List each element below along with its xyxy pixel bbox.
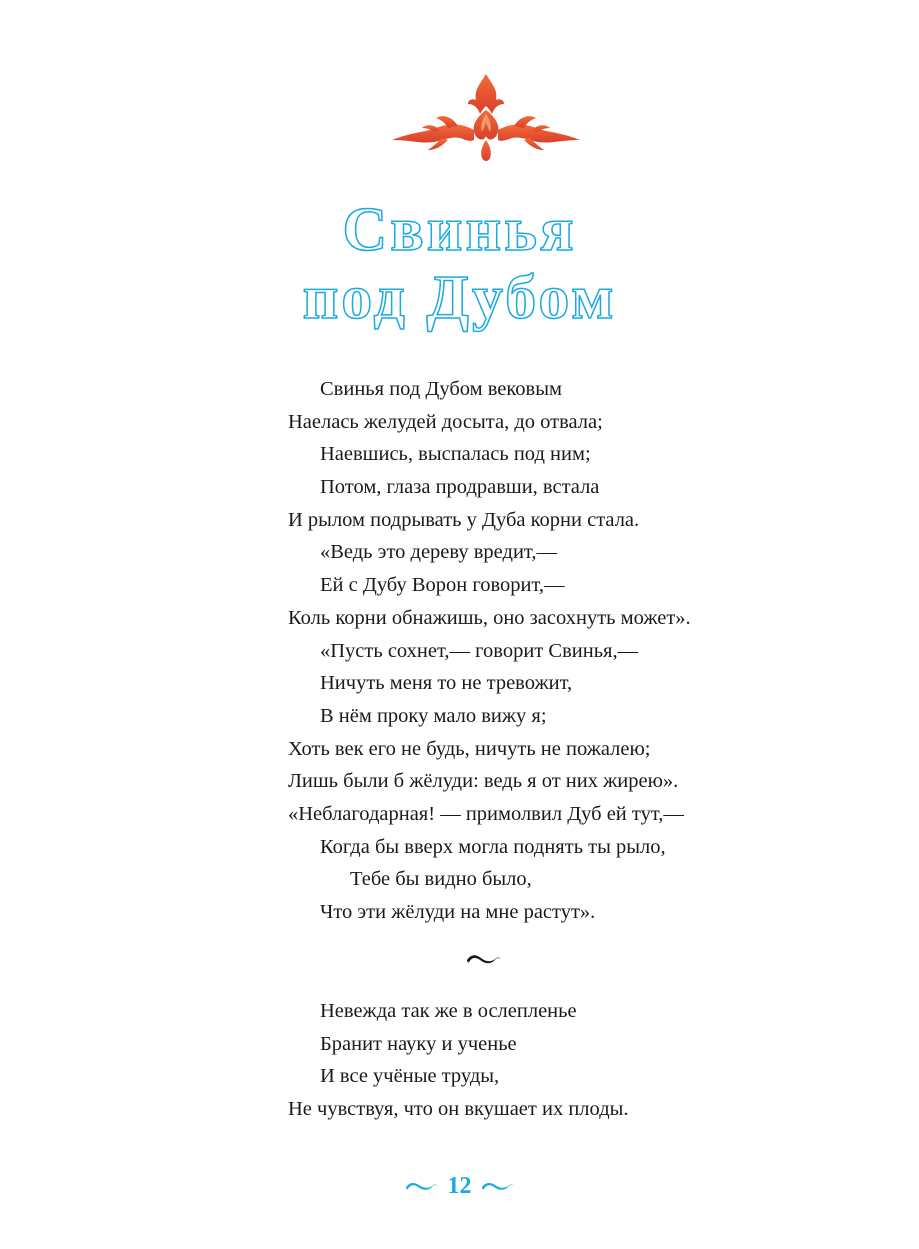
- poem-line: Потом, глаза продравши, встала: [320, 476, 600, 499]
- moral-stanza: [288, 995, 888, 1126]
- page-title: [0, 196, 919, 332]
- title-line-1: Свинья: [342, 196, 577, 264]
- moral-line: Не чувствуя, что он вкушает их плоды.: [288, 1098, 629, 1121]
- poem-line: Лишь были б жёлуди: ведь я от них жирею».: [288, 770, 679, 793]
- poem-line: Ей с Дубу Ворон говорит,—: [320, 574, 565, 597]
- floral-vignette-icon: [388, 70, 584, 166]
- moral-line: И все учёные труды,: [320, 1065, 500, 1088]
- poem-line: И рылом подрывать у Дуба корни стала.: [288, 508, 640, 531]
- poem-line: В нём проку мало вижу я;: [320, 704, 547, 727]
- poem-line: Хоть век его не будь, ничуть не пожалею;: [288, 737, 651, 760]
- right-swash-icon: [480, 1179, 516, 1193]
- poem-line: Наевшись, выспалась под ним;: [320, 443, 591, 466]
- poem-line: Что эти жёлуди на мне растут».: [320, 901, 596, 923]
- title-line-2: под Дубом: [302, 264, 617, 332]
- poem-line: Тебе бы видно было,: [350, 868, 532, 891]
- poem-line: Ничуть меня то не тревожит,: [320, 672, 573, 695]
- moral-line: Невежда так же в ослепленье: [320, 1000, 577, 1022]
- poem-line: Когда бы вверх могла поднять ты рыло,: [320, 835, 666, 858]
- poem-line: «Пусть сохнет,— говорит Свинья,—: [320, 639, 639, 662]
- poem-line: «Неблагодарная! — примолвил Дуб ей тут,—: [288, 802, 684, 825]
- swash-divider-icon: [465, 951, 503, 967]
- moral-lines: [288, 995, 888, 1126]
- poem-stanza: [288, 373, 888, 929]
- page-number: 12: [447, 1172, 472, 1199]
- poem-line: Наелась желудей досыта, до отвала;: [288, 410, 603, 433]
- poem-line: Коль корни обнажишь, оно засохнуть может».: [288, 606, 691, 629]
- page-footer: [0, 1170, 919, 1202]
- left-swash-icon: [404, 1179, 440, 1193]
- poem-body: [288, 373, 888, 929]
- moral-line: Бранит науку и ученье: [320, 1032, 517, 1055]
- poem-line: «Ведь это дереву вредит,—: [320, 541, 557, 564]
- poem-line: Свинья под Дубом вековым: [320, 378, 562, 400]
